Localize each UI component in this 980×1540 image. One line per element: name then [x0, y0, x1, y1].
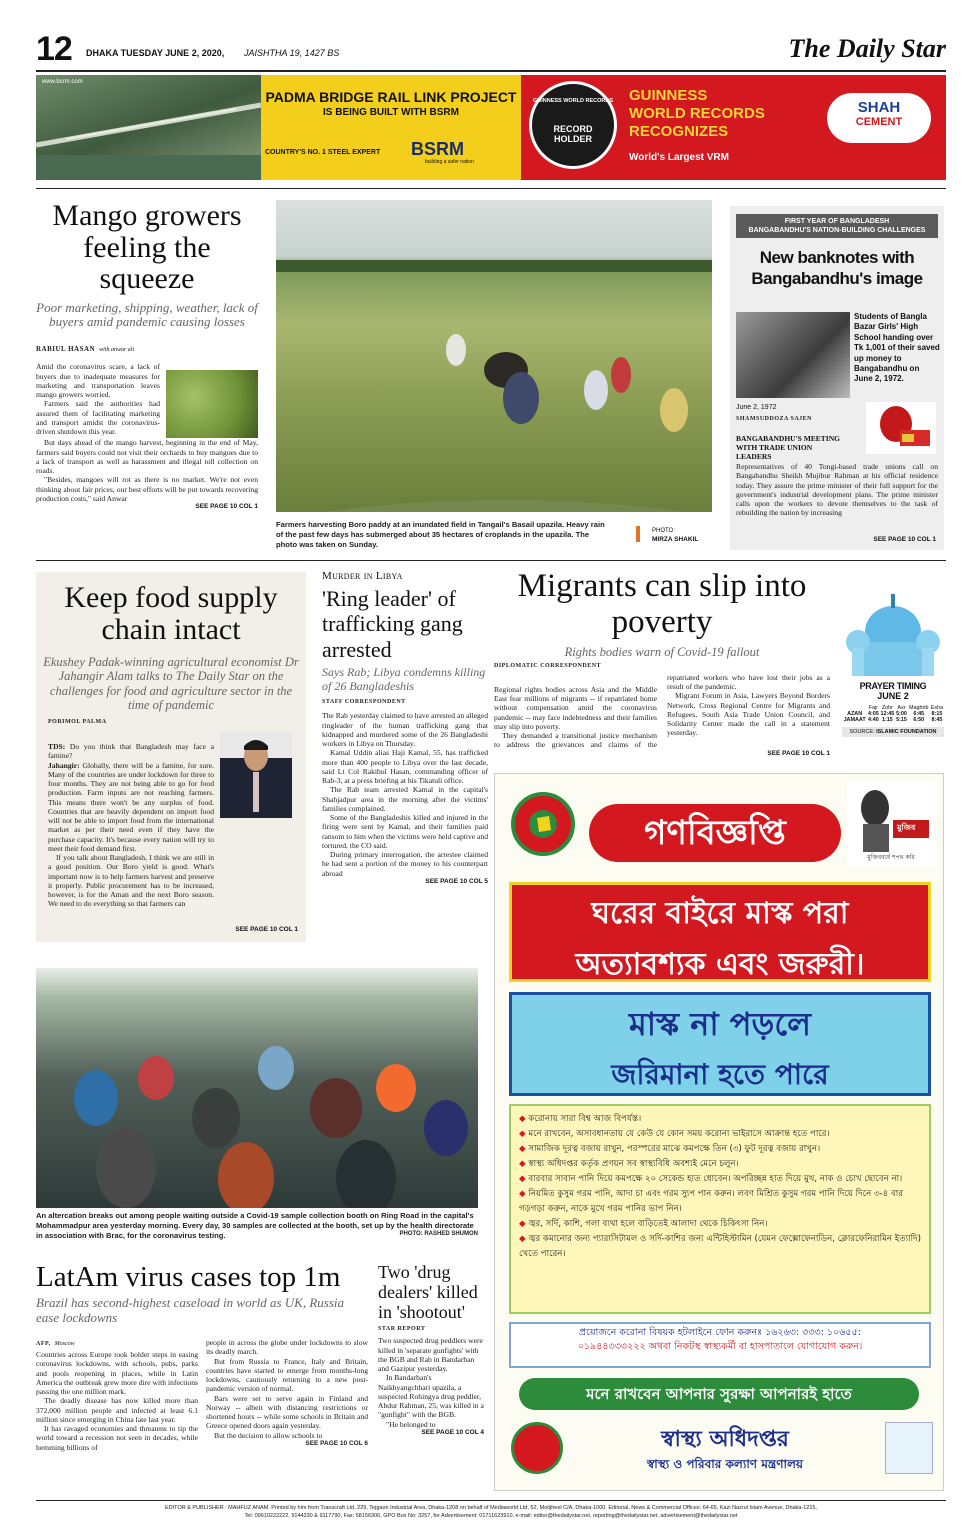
shah-panel: [811, 75, 946, 180]
prayer-cell: 6:45: [913, 711, 925, 717]
libya-headline[interactable]: 'Ring leader' of trafficking gang arrested: [322, 586, 463, 662]
mango-p4: "Besides, mangoes will rot as there is no market. We're not even thinking about fair prices, our best efforts will be put towards recovering production costs," said Anwar: [36, 475, 258, 503]
psa-ministry: স্বাস্থ্য ও পরিবার কল্যাণ মন্ত্রণালয়: [647, 1457, 803, 1471]
prayer-cell: 6:50: [913, 717, 925, 723]
mujib-logo-small: [866, 402, 936, 454]
kicker-line2: BANGABANDHU'S NATION-BUILDING CHALLENGES: [748, 227, 926, 235]
prayer-cell: 5:00: [896, 711, 907, 717]
latam-p3: It has ravaged economies and threatens to tip the world toward a recession not seen in decades, while hemming billions of: [36, 1424, 198, 1452]
crowd-caption: [36, 1211, 478, 1241]
libya-p2: Kamal Uddin alias Haji Kamal, 55, has trafficked more than 400 people to Libya over the last decade, said Lt Col Rakibul Hasan, commanding officer of Rab-3, at a press briefing at his Tikatuli office.: [322, 748, 488, 786]
food-see-page[interactable]: SEE PAGE 10 COL 1: [235, 926, 298, 933]
latam-col-a: [36, 1350, 198, 1452]
farm-photo: [276, 200, 712, 512]
bullet-text: নিয়মিত কুসুম গরম পানি, আদা চা এবং গরম স্যুপ পান করুন। লবণ মিশ্রিত কুসুম গরম পানি দিয়ে দিনে ৩-৪ বার গড়গড়া করুন, নাকে মুখে গরম পানির ভাপ নিন।: [519, 1189, 903, 1215]
bullet-icon: ◆: [519, 1174, 529, 1185]
drug-p1: Two suspected drug peddlers were killed in 'separate gunfights' with the BGB and Rab in Bandarban and Gazipur yesterday.: [378, 1336, 483, 1374]
bullet-icon: ◆: [519, 1129, 529, 1140]
portrait-face: [220, 732, 292, 818]
ad-line2: IS BEING BUILT WITH BSRM: [323, 107, 459, 118]
bullet-icon: ◆: [519, 1159, 529, 1170]
bullet-text: জ্বর, সর্দি, কাশি, গলা ব্যথা হলে বাড়িতেই আলাদা থেকে চিকিৎসা নিন।: [528, 1219, 768, 1230]
psa-blue-line1: মাস্ক না পড়লে: [628, 1005, 812, 1043]
ad-line1: PADMA BRIDGE RAIL LINK PROJECT: [265, 89, 517, 105]
mujib-silhouette-icon: [866, 402, 936, 454]
psa-blue-line2: জরিমানা হতে পারে: [611, 1058, 829, 1091]
drug-see-page[interactable]: SEE PAGE 10 COL 4: [421, 1428, 484, 1436]
migrants-p3: Migrant Forum in Asia, Lawyers Beyond Borders Network, Cross Regional Centre for Migrants and Refugees, South Asia Trade Union Council, and Solidarity Center made the call in a statement yesterday.: [667, 691, 830, 738]
psa-dept: স্বাস্থ্য অধিদপ্তর: [661, 1427, 789, 1452]
latam-story: [36, 1261, 368, 1452]
bullet-icon: ◆: [519, 1234, 529, 1245]
prayer-table: [842, 705, 944, 723]
bullet-text: স্বাস্থ্য অধিদপ্তর কর্তৃক প্রণয়ন সব স্বাস্থ্যবিধি অবশ্যই মেনে চলুন।: [528, 1159, 739, 1170]
migrants-body: [494, 673, 830, 750]
psa-red-banner: [509, 882, 931, 982]
mango-subheadline: Poor marketing, shipping, weather, lack of buyers amid pandemic causing losses: [36, 299, 258, 330]
rail-bridge-illustration: [36, 75, 261, 180]
mango-p1: Amid the coronavirus scare, a lack of buyers due to inadequate measures for marketing and transportation leaves mango growers worried.: [36, 362, 160, 400]
psa-bullet-item: [519, 1217, 921, 1232]
psa-red-line2: অত্যাবশ্যক এবং জরুরী।: [575, 947, 865, 982]
latam-c2p2: But from Russia to France, Italy and Britain, countries have started to emerge from months-long lockdowns, cautiously returning to a new post-pandemic version of normal.: [206, 1356, 368, 1394]
libya-p5: During primary interrogation, the arrestee claimed he had sent a portion of the money to his counterpart abroad: [322, 850, 488, 878]
crowd-caption-text: An altercation breaks out among people waiting outside a Covid-19 sample collection booth on Ring Road in the capital's Mohammadpur area yesterday morning. Every day, 30 samples are collected at the booth, set up by the health directorate in association with Brac, for the coronavirus testing.: [36, 1211, 474, 1240]
prayer-cell: 8:45: [931, 717, 943, 723]
migrants-see-page[interactable]: SEE PAGE 10 COL 1: [767, 749, 830, 757]
libya-p1: The Rab yesterday claimed to have arrested an alleged ringleader of the human trafficking gang that kidnapped and murdered some of the 26 Bangladeshi workers in Libya on Thursday.: [322, 711, 488, 749]
psa-bullet-item: [519, 1112, 921, 1127]
libya-p4: Some of the Bangladeshis killed and injured in the firing were sent by Kamal, and their families paid ransom to him when the victims were held captive and tortured, the CO said.: [322, 813, 488, 850]
psa-bullet-item: [519, 1172, 921, 1187]
interviewee-photo: [220, 732, 292, 818]
mujib-logo-bottom: [885, 1422, 933, 1474]
psa-bullet-item: [519, 1187, 921, 1217]
drug-byline: STAR REPORT: [378, 1326, 426, 1333]
bullet-icon: ◆: [519, 1144, 529, 1155]
mango-photo: [166, 370, 258, 438]
prayer-cell: Esha: [930, 705, 944, 711]
footer-line1: EDITOR & PUBLISHER : MAHFUZ ANAM. Printed by him from Transcraft Ltd, 229, Tejgaon Industrial Area, Dhaka-1208 on behalf of Mediaworld Ltd, 52, Motijheel C/A, Dhaka-1000. Editorial, News & Commercial Offices: 64-65, Kazi Nazrul Islam Avenue, Dhaka-1215,: [165, 1505, 817, 1511]
psa-bullet-item: [519, 1157, 921, 1172]
mango-col-b: [36, 438, 258, 503]
food-headline[interactable]: Keep food supply chain intact: [64, 581, 278, 646]
bullet-text: বারবার সাবান পানি দিয়ে কমপক্ষে ২০ সেকেন্ড হাত ধোবেন। অপরিচ্ছন্ন হাত দিয়ে মুখ, নাক ও চোখ ছোবেন না।: [528, 1174, 903, 1185]
banknotes-photo: [736, 312, 850, 398]
prayer-cell: 8:15: [931, 711, 943, 717]
latam-headline[interactable]: LatAm virus cases top 1m: [36, 1261, 341, 1293]
food-p2: If you talk about Bangladesh, I think we are still in a good position. Our Boro yield is good. What's important now is to help farmers harvest and preserve it properly. Public procurement has to be increased, however, is for the Aman and the next Boro season. We need to do everything so that farmers can: [48, 853, 214, 909]
banknotes-box: [730, 206, 944, 550]
prayer-cell: AZAN: [847, 711, 863, 717]
mango-story: [36, 200, 258, 510]
bullet-icon: ◆: [519, 1219, 529, 1230]
farmers-figures: [276, 200, 712, 512]
banknotes-see-page[interactable]: SEE PAGE 10 COL 1: [873, 536, 936, 543]
govt-seal: [511, 792, 575, 856]
ad-rule: [36, 188, 946, 189]
prayer-cell: 4:05: [867, 711, 879, 717]
prayer-cell: Fajr: [868, 705, 879, 711]
latam-col-b: [206, 1338, 368, 1448]
libya-byline: STAFF CORRESPONDENT: [322, 699, 406, 706]
latam-c2p3: Bars were set to serve again in Finland and Norway -- albeit with distancing restrictions or shortened hours -- while some schools in Britain and Greece opened doors again yesterday.: [206, 1393, 368, 1431]
latam-c2p1: people in across the globe under lockdowns to slow its deadly march.: [206, 1338, 368, 1357]
psa-bullet-item: [519, 1232, 921, 1262]
banknotes-headline[interactable]: New banknotes with Bangabandhu's image: [751, 248, 923, 288]
kicker-line1: FIRST YEAR OF BANGLADESH: [784, 218, 890, 225]
footer: [36, 1504, 946, 1521]
mujib-figure: [847, 782, 935, 852]
prayer-box: [842, 580, 944, 737]
prayer-date: JUNE 2: [877, 691, 909, 701]
latam-c2p4: But the decision to allow schools to: [214, 1430, 323, 1440]
psa-red-line1: ঘরের বাইরে মাস্ক পরা: [591, 896, 849, 931]
crowd-figures: [36, 968, 478, 1208]
q1-label: TDS:: [48, 742, 66, 751]
ad-tag: COUNTRY'S NO. 1 STEEL EXPERT: [265, 149, 381, 156]
farm-caption-text: Farmers harvesting Boro paddy at an inundated field in Tangail's Basail upazila. Heavy rain of the past few days has submerged about 35 hectares of croplands in the upazila. The photo was taken on Sunday.: [276, 520, 605, 549]
prayer-cell: Maghrib: [909, 705, 929, 711]
mango-p3: But days ahead of the mango harvest, beginning in the end of May, farmers said buyers could not visit their orchards to buy mangoes due to a lack of transport as well as harassment and illegal toll collection on roads.: [36, 438, 258, 476]
guinness-seal: [529, 81, 617, 169]
prayer-source: [842, 727, 944, 737]
migrants-p2: They demanded a transitional justice mechanism to address the grievances and claims of the repatriated workers who have lost their jobs as a result of the pandemic.: [494, 672, 830, 750]
guinness-line1: GUINNESS: [629, 87, 708, 104]
page-header: [36, 30, 946, 70]
bullet-text: জ্বর কমানোর জন্য প্যারাসিটামল ও সর্দি-কাশির জন্য এন্টিহিস্টামিন (যেমন ফেক্সোফেনাডিন, ক্লোরফেনিরামিন ইত্যাদি) খেতে পারেন।: [519, 1234, 921, 1260]
libya-story: [322, 570, 488, 885]
migrants-subheadline: Rights bodies warn of Covid-19 fallout: [564, 644, 760, 659]
bullet-icon: ◆: [519, 1189, 529, 1200]
banknotes-sub: BANGABANDHU'S MEETING WITH TRADE UNION LEADERS: [736, 434, 840, 461]
bsrm-panel: [261, 75, 521, 180]
psa-green-banner: মনে রাখবেন আপনার সুরক্ষা আপনারই হাতে: [519, 1378, 919, 1410]
mango-p2: Farmers said the authorities had assured them of facilitating marketing and transport amidst the coronavirus-driven shutdown this year.: [36, 399, 160, 437]
dghs-logo: [511, 1422, 563, 1474]
footer-rule: [36, 1500, 946, 1501]
map-emblem-icon: [515, 796, 571, 852]
source-name: ISLAMIC FOUNDATION: [876, 729, 937, 735]
psa-title: গণবিজ্ঞপ্তি: [589, 804, 841, 862]
prayer-row: [842, 717, 944, 723]
guinness-line2: WORLD RECORDS: [629, 105, 765, 122]
crowd-photo: [36, 968, 478, 1208]
shah-line1: SHAH: [857, 99, 901, 116]
banknotes-body: Representatives of 40 Tongi-based trade unions call on Bangabandhu Sheikh Mujibur Rahman at his official residence today. They assure the prime minister of their full support for the government's industrial development plans. The prime minister calls upon the workers to devote themselves to the task of rebuilding the nation by increasing: [736, 462, 938, 518]
prayer-cell: 5:15: [896, 717, 907, 723]
credit-marker: [636, 526, 640, 542]
drug-body: [378, 1336, 484, 1429]
libya-body: [322, 711, 488, 878]
banknotes-photo-caption: Students of Bangla Bazar Girls' High School handing over Tk 1,001 of their saved up money to Bangabandhu on June 2, 1972.: [854, 312, 940, 384]
dateline-bengali: JAISHTHA 19, 1427 BS: [244, 48, 340, 58]
shah-line2: CEMENT: [855, 116, 903, 128]
farm-caption: [276, 520, 606, 550]
masthead: The Daily Star: [788, 34, 946, 63]
mango-col-a: [36, 362, 160, 436]
psa-bullets: [509, 1104, 931, 1314]
ad-website: www.bsrm.com: [42, 79, 83, 85]
banknotes-byline: SHAMSUDDOZA SAJEN: [736, 416, 813, 422]
food-box: [36, 572, 306, 942]
migrants-story: [494, 568, 830, 757]
bsrm-logo: BSRM: [411, 139, 464, 159]
latam-byline: AFP,: [36, 1341, 51, 1348]
bsrm-tagline: building a safer nation: [425, 159, 474, 165]
latam-subheadline: Brazil has second-highest caseload in world as UK, Russia ease lockdowns: [36, 1295, 345, 1326]
header-rule: [36, 70, 946, 72]
psa-blue-banner: [509, 992, 931, 1096]
mango-headline[interactable]: Mango growers feeling the squeeze: [52, 199, 242, 295]
food-byline: PORIMOL PALMA: [48, 718, 107, 725]
libya-p3: The Rab team arrested Kamal in the capital's Shahjadpur area in the morning after the victims' families complained.: [322, 785, 488, 813]
migrants-byline: DIPLOMATIC CORRESPONDENT: [494, 662, 602, 669]
drug-p2: In Bandarban's Naikhyangchhari upazila, a suspected Rohingya drug peddler, Abdur Rahman, 25, was killed in a "gunfight" with the BGB.: [378, 1373, 484, 1420]
row-rule: [36, 560, 946, 561]
latam-byline-extra: Moscow: [54, 1341, 75, 1348]
libya-see-page[interactable]: SEE PAGE 10 COL 5: [425, 877, 488, 885]
bullet-text: সামাজিক দূরত্ব বজায় রাখুন, পরস্পরের মাঝে কমপক্ষে তিন (৩) ফুট দূরত্ব বজায় রাখুন।: [528, 1144, 821, 1155]
drug-headline[interactable]: Two 'drug dealers' killed in 'shootout': [378, 1262, 478, 1323]
guinness-line3: RECOGNIZES: [629, 123, 729, 140]
seal-mid: RECORD HOLDER: [553, 124, 593, 144]
hotline-line2: ০১৯৪৪৩৩৩২২২ অথবা নিকটস্থ স্বাস্থ্যকর্মী বা হাসপাতালে যোগাযোগ করুন।: [577, 1341, 863, 1353]
latam-p2: The deadly disease has now killed more than 372,000 million people and infected at least 6.1 million since emerging in China late last year.: [36, 1396, 198, 1424]
dateline: DHAKA TUESDAY JUNE 2, 2020,: [86, 48, 225, 58]
mango-byline: RABIUL HASAN: [36, 345, 96, 354]
mujib-text: মুজিব: [897, 823, 916, 832]
guinness-text: [629, 87, 765, 141]
hotline-line1: প্রয়োজনে করোনা বিষয়ক হটলাইনে ফোন করুনঃ ১৬২৬৩: ৩৩৩: ১০৬৫৫:: [579, 1327, 861, 1338]
mango-see-page[interactable]: SEE PAGE 10 COL 1: [195, 503, 258, 511]
prayer-cell: Zohr: [881, 705, 893, 711]
banknotes-kicker: [736, 214, 938, 238]
psa-advertisement[interactable]: [494, 773, 944, 1491]
farm-credit: MIRZA SHAKIL: [652, 536, 699, 543]
rail-bridge-photo: [36, 75, 261, 180]
bullet-text: মনে রাখবেন, অসাবধানতায় যে কেউ যে কোন সময় করোনা ভাইরাসে আক্রান্ত হতে পারে।: [528, 1129, 830, 1140]
prayer-cell: 1:15: [882, 717, 893, 723]
mujib-slogan: মুজিববর্ষে শপথ করি: [867, 854, 915, 861]
q1: Do you think that Bangladesh may face a famine?: [48, 742, 214, 761]
psa-hotline: [509, 1322, 931, 1368]
guinness-panel: [521, 75, 811, 180]
libya-subheadline: Says Rab; Libya condemns killing of 26 Bangladeshis: [322, 664, 486, 693]
migrants-p1: Regional rights bodies across Asia and the Middle East fear millions of migrants -- if repatriated home without compensation amid the coronavirus pandemic -- may face indebtedness and their families may slip into poverty.: [494, 684, 657, 731]
drug-p3: "He belonged to: [386, 1419, 436, 1429]
mujib-portrait: [847, 782, 935, 866]
bullet-icon: ◆: [519, 1114, 529, 1124]
food-subheadline: Ekushey Padak-winning agricultural economist Dr Jahangir Alam talks to The Daily Star on the challenges for food and agriculture sector in the time of pandemic: [43, 655, 299, 713]
libya-kicker: Murder in Libya: [322, 570, 403, 582]
shah-logo: [827, 93, 931, 143]
food-col-a: [48, 742, 214, 909]
latam-p1: Countries across Europe took bolder steps in easing coronavirus lockdowns, with schools, pubs, parks and pools reopening in places, while in Latin America the outbreak grew more dire with infections passing the one million mark.: [36, 1350, 198, 1396]
prayer-cell: Asr: [897, 705, 906, 711]
psa-bullet-list: [519, 1112, 921, 1262]
prayer-cell: 12:45: [880, 711, 895, 717]
a1: Globally, there will be a famine, for sure. Many of the countries are under lockdown for three to four months. They are not being able to go for food production. Farm inputs are not reaching farmers. This means there won't be any surplus of food. Countries that are heavily dependent on import food will not be able to import food from the international market as per their need even if they have the purchase capacity. It's because every nation will try to meet their food demand first.: [48, 760, 214, 853]
psa-bullet-item: [519, 1142, 921, 1157]
banknotes-date: June 2, 1972: [736, 404, 777, 411]
seal-top: GUINNESS WORLD RECORDS: [532, 98, 614, 104]
mosque-icon: [842, 580, 944, 676]
farm-credit-label: PHOTO:: [652, 528, 675, 534]
footer-line2: Tel: 09610222222, 9144330 & 9117790, Fax: 58156306, GPO Box No: 3257, for Advertisement: 01711623910, e-mail: editor@thedailystar.net, reporting@thedailystar.net, advertisement@thedailystar.net: [244, 1513, 738, 1520]
a1-label: Jahangir:: [48, 760, 80, 770]
top-advertisement[interactable]: [36, 75, 946, 180]
prayer-cell: JAMAAT: [843, 717, 866, 723]
latam-see-page[interactable]: SEE PAGE 10 COL 6: [305, 1439, 368, 1447]
crowd-credit: PHOTO: RASHED SHUMON: [399, 1230, 478, 1237]
drug-story: [378, 1262, 484, 1436]
bullet-text: করোনায় সারা বিশ্ব আজ বিপর্যস্ত।: [528, 1114, 642, 1124]
source-label: SOURCE:: [849, 729, 875, 735]
prayer-cell: 4:40: [867, 717, 879, 723]
mango-byline-extra: with anwar ali: [99, 347, 135, 354]
guinness-line4: World's Largest VRM: [629, 152, 729, 163]
page-number: 12: [36, 30, 72, 68]
migrants-headline[interactable]: Migrants can slip into poverty: [517, 568, 807, 641]
psa-bullet-item: [519, 1127, 921, 1142]
prayer-title: PRAYER TIMING: [859, 681, 927, 691]
